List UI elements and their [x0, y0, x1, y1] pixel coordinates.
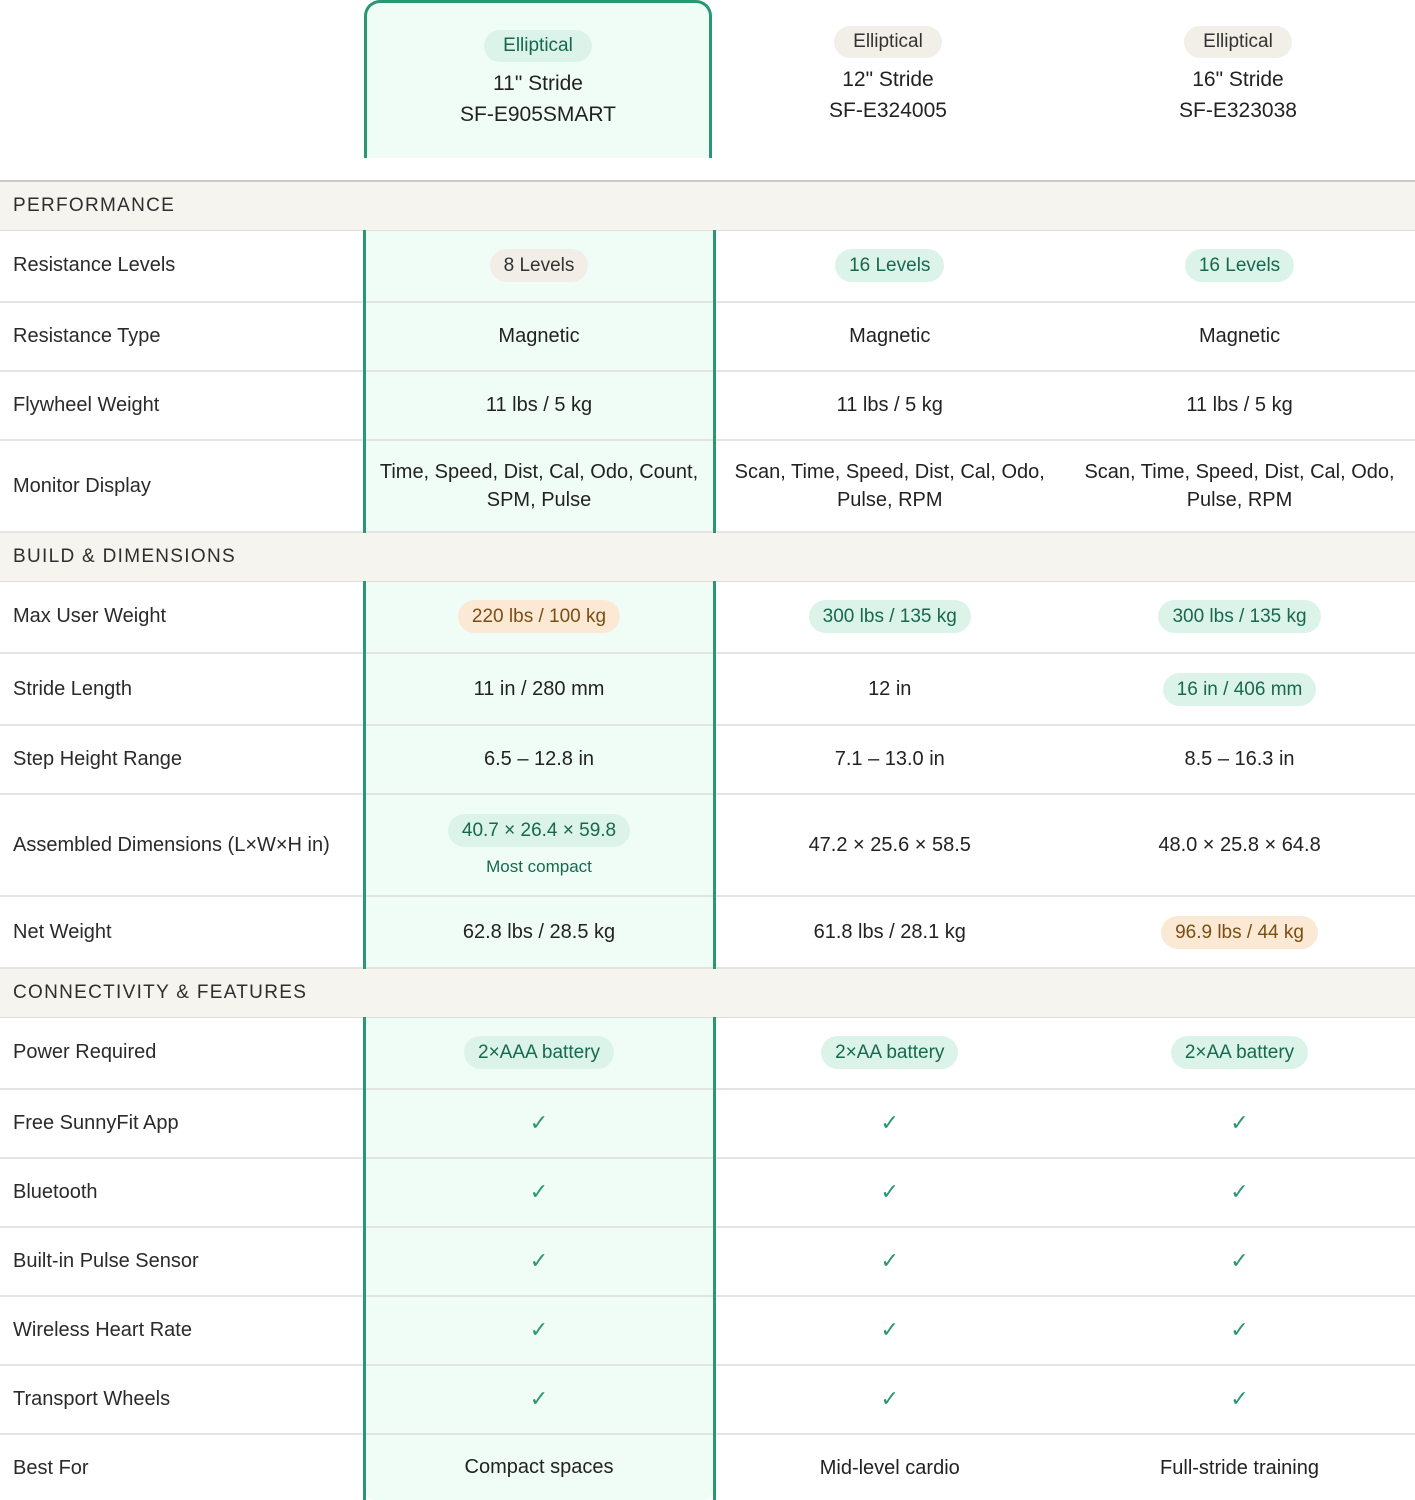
cell-value: Magnetic — [1064, 302, 1415, 371]
product-stride: 16" Stride — [1192, 68, 1284, 91]
section-build-dimensions — [0, 532, 1415, 581]
row-label: Bluetooth — [0, 1158, 364, 1227]
cell-value: 11 lbs / 5 kg — [714, 371, 1064, 440]
cell-value: 61.8 lbs / 28.1 kg — [714, 896, 1064, 968]
check-icon: ✓ — [529, 1249, 549, 1274]
cell-line: SPM, Pulse — [486, 489, 592, 511]
section-title: PERFORMANCE — [0, 181, 1415, 230]
cell-value: 11 lbs / 5 kg — [364, 371, 714, 440]
cell-value: 11 in / 280 mm — [364, 653, 714, 725]
row-label: Assembled Dimensions (L×W×H in) — [0, 794, 364, 896]
category-badge: Elliptical — [1184, 26, 1292, 58]
table-row-max-user-weight — [0, 581, 1415, 653]
row-label: Wireless Heart Rate — [0, 1296, 364, 1365]
row-label: Power Required — [0, 1017, 364, 1089]
value-pill: 16 in / 406 mm — [1163, 673, 1317, 706]
check-icon: ✓ — [529, 1387, 549, 1412]
table-row-monitor-display — [0, 440, 1415, 532]
table-row-wireless-heart-rate — [0, 1296, 1415, 1365]
check-icon: ✓ — [529, 1180, 549, 1205]
value-pill: 16 Levels — [835, 249, 944, 282]
row-label: Resistance Levels — [0, 230, 364, 302]
value-pill: 220 lbs / 100 kg — [458, 600, 620, 633]
value-pill: 96.9 lbs / 44 kg — [1161, 916, 1318, 949]
cell-line: Scan, Time, Speed, Dist, Cal, Odo, — [734, 461, 1045, 483]
table-row-built-in-pulse-sensor — [0, 1227, 1415, 1296]
table-row-best-for — [0, 1434, 1415, 1500]
check-icon: ✓ — [1230, 1111, 1249, 1136]
section-title: BUILD & DIMENSIONS — [0, 532, 1415, 581]
cell-value: Mid-level cardio — [819, 1456, 960, 1479]
cell-value: 47.2 × 25.6 × 58.5 — [714, 794, 1064, 896]
cell-value: 8.5 – 16.3 in — [1064, 725, 1415, 794]
row-label: Step Height Range — [0, 725, 364, 794]
row-label: Monitor Display — [0, 440, 364, 532]
check-icon: ✓ — [880, 1318, 899, 1343]
table-row-transport-wheels — [0, 1365, 1415, 1434]
product-header-sf-e905smart — [364, 0, 712, 158]
section-connectivity-features — [0, 968, 1415, 1017]
product-model: SF-E324005 — [829, 99, 947, 122]
check-icon: ✓ — [529, 1111, 549, 1136]
value-pill: 300 lbs / 135 kg — [1158, 600, 1320, 633]
row-label: Net Weight — [0, 896, 364, 968]
value-pill: 40.7 × 26.4 × 59.8 — [448, 814, 630, 847]
table-row-step-height — [0, 725, 1415, 794]
product-model: SF-E905SMART — [460, 103, 616, 126]
table-row-free-sunnyfit-app — [0, 1089, 1415, 1158]
row-label: Max User Weight — [0, 581, 364, 653]
check-icon: ✓ — [1230, 1387, 1249, 1412]
product-model: SF-E323038 — [1179, 99, 1297, 122]
row-label: Stride Length — [0, 653, 364, 725]
table-row-assembled-dimensions — [0, 794, 1415, 896]
check-icon: ✓ — [529, 1318, 549, 1343]
value-pill: 300 lbs / 135 kg — [809, 600, 971, 633]
cell-value: 62.8 lbs / 28.5 kg — [364, 896, 714, 968]
row-label: Free SunnyFit App — [0, 1089, 364, 1158]
cell-value: 48.0 × 25.8 × 64.8 — [1064, 794, 1415, 896]
check-icon: ✓ — [880, 1111, 899, 1136]
row-label: Resistance Type — [0, 302, 364, 371]
table-row-net-weight — [0, 896, 1415, 968]
row-label: Built-in Pulse Sensor — [0, 1227, 364, 1296]
section-title: CONNECTIVITY & FEATURES — [0, 968, 1415, 1017]
product-stride: 12" Stride — [842, 68, 934, 91]
category-badge: Elliptical — [834, 26, 942, 58]
cell-value: Magnetic — [714, 302, 1064, 371]
cell-line: Pulse, RPM — [836, 489, 943, 511]
comparison-table — [0, 180, 1415, 1500]
table-row-stride-length — [0, 653, 1415, 725]
cell-value: Magnetic — [364, 302, 714, 371]
row-label: Best For — [13, 1456, 89, 1479]
check-icon: ✓ — [880, 1387, 899, 1412]
cell-value: 11 lbs / 5 kg — [1064, 371, 1415, 440]
value-pill: 8 Levels — [490, 249, 589, 282]
category-badge: Elliptical — [484, 30, 592, 62]
cell-line: Scan, Time, Speed, Dist, Cal, Odo, — [1084, 461, 1395, 483]
row-label: Transport Wheels — [0, 1365, 364, 1434]
cell-value: 12 in — [714, 653, 1064, 725]
cell-line: Pulse, RPM — [1186, 489, 1293, 511]
section-performance — [0, 181, 1415, 230]
row-label: Flywheel Weight — [0, 371, 364, 440]
table-row-power-required — [0, 1017, 1415, 1089]
check-icon: ✓ — [880, 1180, 899, 1205]
check-icon: ✓ — [1230, 1180, 1249, 1205]
table-row-resistance-levels — [0, 230, 1415, 302]
check-icon: ✓ — [1230, 1318, 1249, 1343]
product-header-sf-e323038 — [1064, 0, 1412, 158]
cell-value: Full-stride training — [1160, 1456, 1319, 1479]
most-compact-note: Most compact — [486, 856, 592, 876]
comparison-header — [0, 0, 1415, 180]
cell-value: Compact spaces — [364, 1434, 714, 1500]
value-pill: 2×AA battery — [1171, 1036, 1308, 1069]
product-stride: 11" Stride — [493, 72, 583, 95]
check-icon: ✓ — [1230, 1249, 1249, 1274]
table-row-resistance-type — [0, 302, 1415, 371]
value-pill: 16 Levels — [1185, 249, 1294, 282]
table-row-flywheel-weight — [0, 371, 1415, 440]
cell-value: 6.5 – 12.8 in — [364, 725, 714, 794]
table-row-bluetooth — [0, 1158, 1415, 1227]
cell-value: 7.1 – 13.0 in — [714, 725, 1064, 794]
check-icon: ✓ — [880, 1249, 899, 1274]
cell-line: Time, Speed, Dist, Cal, Odo, Count, — [379, 461, 699, 483]
value-pill: 2×AAA battery — [464, 1036, 614, 1069]
value-pill: 2×AA battery — [821, 1036, 958, 1069]
product-header-sf-e324005 — [714, 0, 1062, 158]
